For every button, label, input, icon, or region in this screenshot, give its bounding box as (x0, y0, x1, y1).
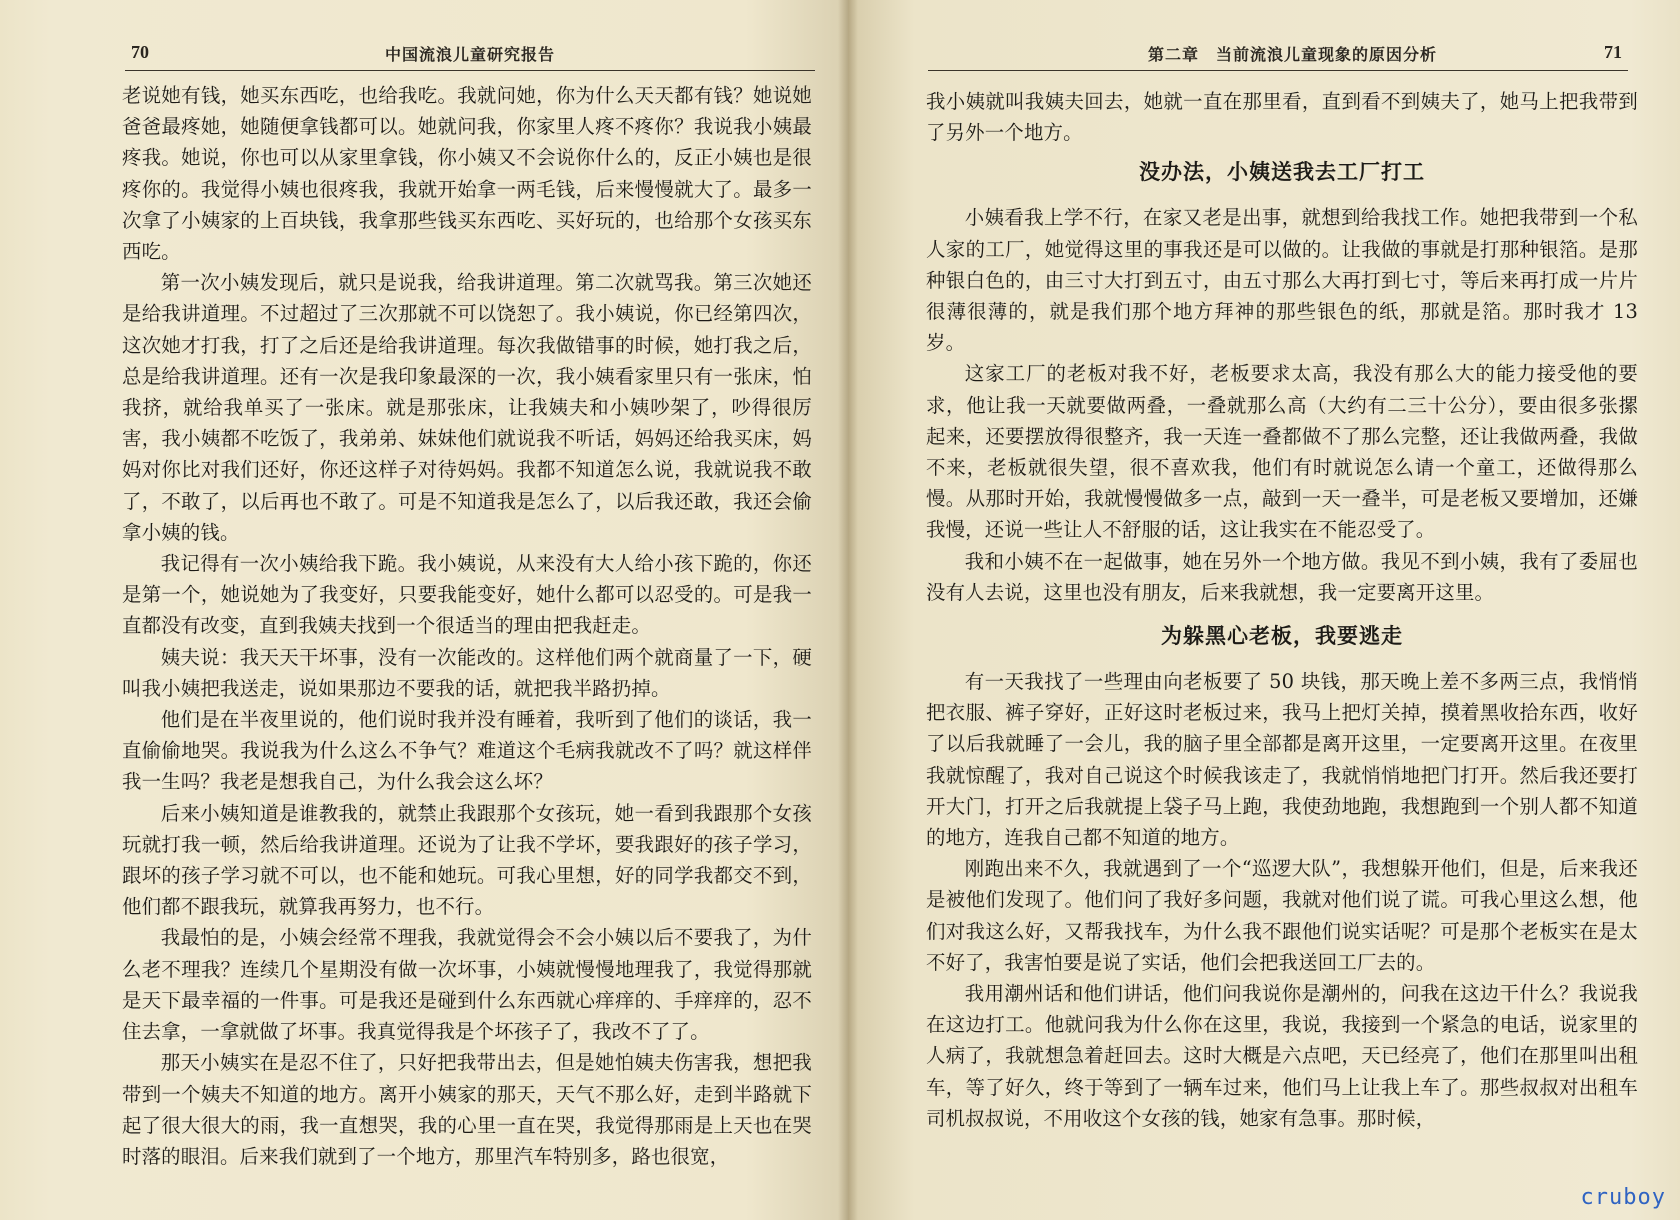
left-page-number: 70 (131, 42, 149, 62)
book-gutter (838, 0, 858, 1220)
paragraph: 后来小姨知道是谁教我的，就禁止我跟那个女孩玩，她一看到我跟那个女孩玩就打我一顿，然后给我讲道理。还说为了让我不学坏，要我跟好的孩子学习，跟坏的孩子学习就不可以，也不能和她玩。可我心里想，好的同学我都交不到，他们都不跟我玩，就算我再努力，也不行。 (122, 801, 812, 919)
paragraph: 我记得有一次小姨给我下跪。我小姨说，从来没有大人给小孩下跪的，你还是第一个，她说她为了我变好，只要我能变好，她什么都可以忍受的。可是我一直都没有改变，直到我姨夫找到一个很适当的理由把我赶走。 (122, 552, 812, 638)
paragraph: 我和小姨不在一起做事，她在另外一个地方做。我见不到小姨，我有了委屈也没有人去说，这里也没有朋友，后来我就想，我一定要离开这里。 (926, 549, 1638, 604)
paragraph: 老说她有钱，她买东西吃，也给我吃。我就问她，你为什么天天都有钱？她说她爸爸最疼她，她随便拿钱都可以。她就问我，你家里人疼不疼你？我说我小姨最疼我。她说，你也可以从家里拿钱，你小姨又不会说你什么的，反正小姨也是很疼你的。我觉得小姨也很疼我，我就开始拿一两毛钱，后来慢慢就大了。最多一次拿了小姨家的上百块钱，我拿那些钱买东西吃、买好玩的，也给那个女孩买东西吃。 (122, 84, 812, 264)
paragraph: 刚跑出来不久，我就遇到了一个“巡逻大队”，我想躲开他们，但是，后来我还是被他们发现了。他们问了我好多问题，我就对他们说了谎。可我心里这么想，他们对我这么好，又帮我找车，为什么我不跟他们说实话呢？可是那个老板实在是太不好了，我害怕要是说了实话，他们会把我送回工厂去的。 (926, 857, 1638, 974)
paragraph: 这家工厂的老板对我不好，老板要求太高，我没有那么大的能力接受他的要求，他让我一天就要做两叠，一叠就那么高（大约有二三十公分），要由很多张摞起来，还要摆放得很整齐，我一天连一叠都做不了那么完整，还让我做两叠，我做不来，老板就很失望，很不喜欢我，他们有时就说怎么请一个童工，还做得那么慢。从那时开始，我就慢慢做多一点，敲到一天一叠半，可是老板又要增加，还嫌我慢，还说一些让人不舒服的话，这让我实在不能忍受了。 (926, 362, 1638, 542)
paragraph: 那天小姨实在是忍不住了，只好把我带出去，但是她怕姨夫伤害我，想把我带到一个姨夫不知道的地方。离开小姨家的那天，天气不那么好，走到半路就下起了很大很大的雨，我一直想哭，我的心里一直在哭，我觉得那雨是上天也在哭时落的眼泪。后来我们就到了一个地方，那里汽车特别多，路也很宽， (122, 1051, 812, 1168)
right-running-head (928, 38, 1628, 68)
right-body-text (926, 86, 1638, 1134)
left-running-head (125, 38, 815, 68)
section-heading: 没办法，小姨送我去工厂打工 (1139, 159, 1425, 185)
right-running-title: 第二章 当前流浪儿童现象的原因分析 (1148, 45, 1438, 64)
watermark: cruboy (1580, 1185, 1666, 1210)
paragraph: 我最怕的是，小姨会经常不理我，我就觉得会不会小姨以后不要我了，为什么老不理我？连续几个星期没有做一次坏事，小姨就慢慢地理我了，我觉得那就是天下最幸福的一件事。可是我还是碰到什么东西就心痒痒的、手痒痒的，忍不住去拿，一拿就做了坏事。我真觉得我是个坏孩子了，我改不了了。 (122, 926, 812, 1044)
paragraph: 他们是在半夜里说的，他们说时我并没有睡着，我听到了他们的谈话，我一直偷偷地哭。我说我为什么这么不争气？难道这个毛病我就改不了吗？就这样伴我一生吗？我老是想我自己，为什么我会这么坏？ (122, 708, 812, 794)
left-running-title: 中国流浪儿童研究报告 (385, 45, 556, 64)
right-page-number: 71 (1604, 42, 1622, 62)
paragraph: 我用潮州话和他们讲话，他们问我说你是潮州的，问我在这边干什么？我说我在这边打工。他就问我为什么你在这里，我说，我接到一个紧急的电话，说家里的人病了，我就想急着赶回去。这时大概是六点吧，天已经亮了，他们在那里叫出租车，等了好久，终于等到了一辆车过来，他们马上让我上车了。那些叔叔对出租车司机叔叔说，不用收这个女孩的钱，她家有急事。那时候， (926, 982, 1638, 1130)
paragraph: 姨夫说：我天天干坏事，没有一次能改的。这样他们两个就商量了一下，硬叫我小姨把我送走，说如果那边不要我的话，就把我半路扔掉。 (122, 645, 812, 700)
right-header-rule (928, 70, 1628, 71)
left-body-text (122, 80, 812, 1172)
paragraph: 小姨看我上学不行，在家又老是出事，就想到给我找工作。她把我带到一个私人家的工厂，她觉得这里的事我还是可以做的。让我做的事就是打那种银箔。是那种银白色的，由三寸大打到五寸，由五寸那么大再打到七寸，等后来再打成一片片很薄很薄的，就是我们那个地方拜神的那些银色的纸，那就是箔。那时我才 13 岁。 (926, 206, 1638, 355)
paragraph: 我小姨就叫我姨夫回去，她就一直在那里看，直到看不到姨夫了，她马上把我带到了另外一个地方。 (926, 90, 1638, 145)
right-page (848, 0, 1680, 1220)
left-header-rule (125, 70, 815, 71)
paragraph: 有一天我找了一些理由向老板要了 50 块钱，那天晚上差不多两三点，我悄悄把衣服、裤子穿好，正好这时老板过来，我马上把灯关掉，摸着黑收拾东西，收好了以后我就睡了一会儿，我的脑子里全部都是离开这里，一定要离开这里。在夜里我就惊醒了，我对自己说这个时候我该走了，我就悄悄地把门打开。然后我还要打开大门，打开之后我就提上袋子马上跑，我使劲地跑，我想跑到一个别人都不知道的地方，连我自己都不知道的地方。 (926, 670, 1638, 850)
section-heading: 为躲黑心老板，我要逃走 (1161, 623, 1403, 649)
paragraph: 第一次小姨发现后，就只是说我，给我讲道理。第二次就骂我。第三次她还是给我讲道理。不过超过了三次那就不可以饶恕了。我小姨说，你已经第四次，这次她才打我，打了之后还是给我讲道理。每次我做错事的时候，她打我之后，总是给我讲道理。还有一次是我印象最深的一次，我小姨看家里只有一张床，怕我挤，就给我单买了一张床。就是那张床，让我姨夫和小姨吵架了，吵得很厉害，我小姨都不吃饭了，我弟弟、妹妹他们就说我不听话，妈妈还给我买床，妈妈对你比对我们还好，你还这样子对待妈妈。我都不知道怎么说，我就说我不敢了，不敢了，以后再也不敢了。可是不知道我是怎么了，以后我还敢，我还会偷拿小姨的钱。 (122, 271, 812, 544)
